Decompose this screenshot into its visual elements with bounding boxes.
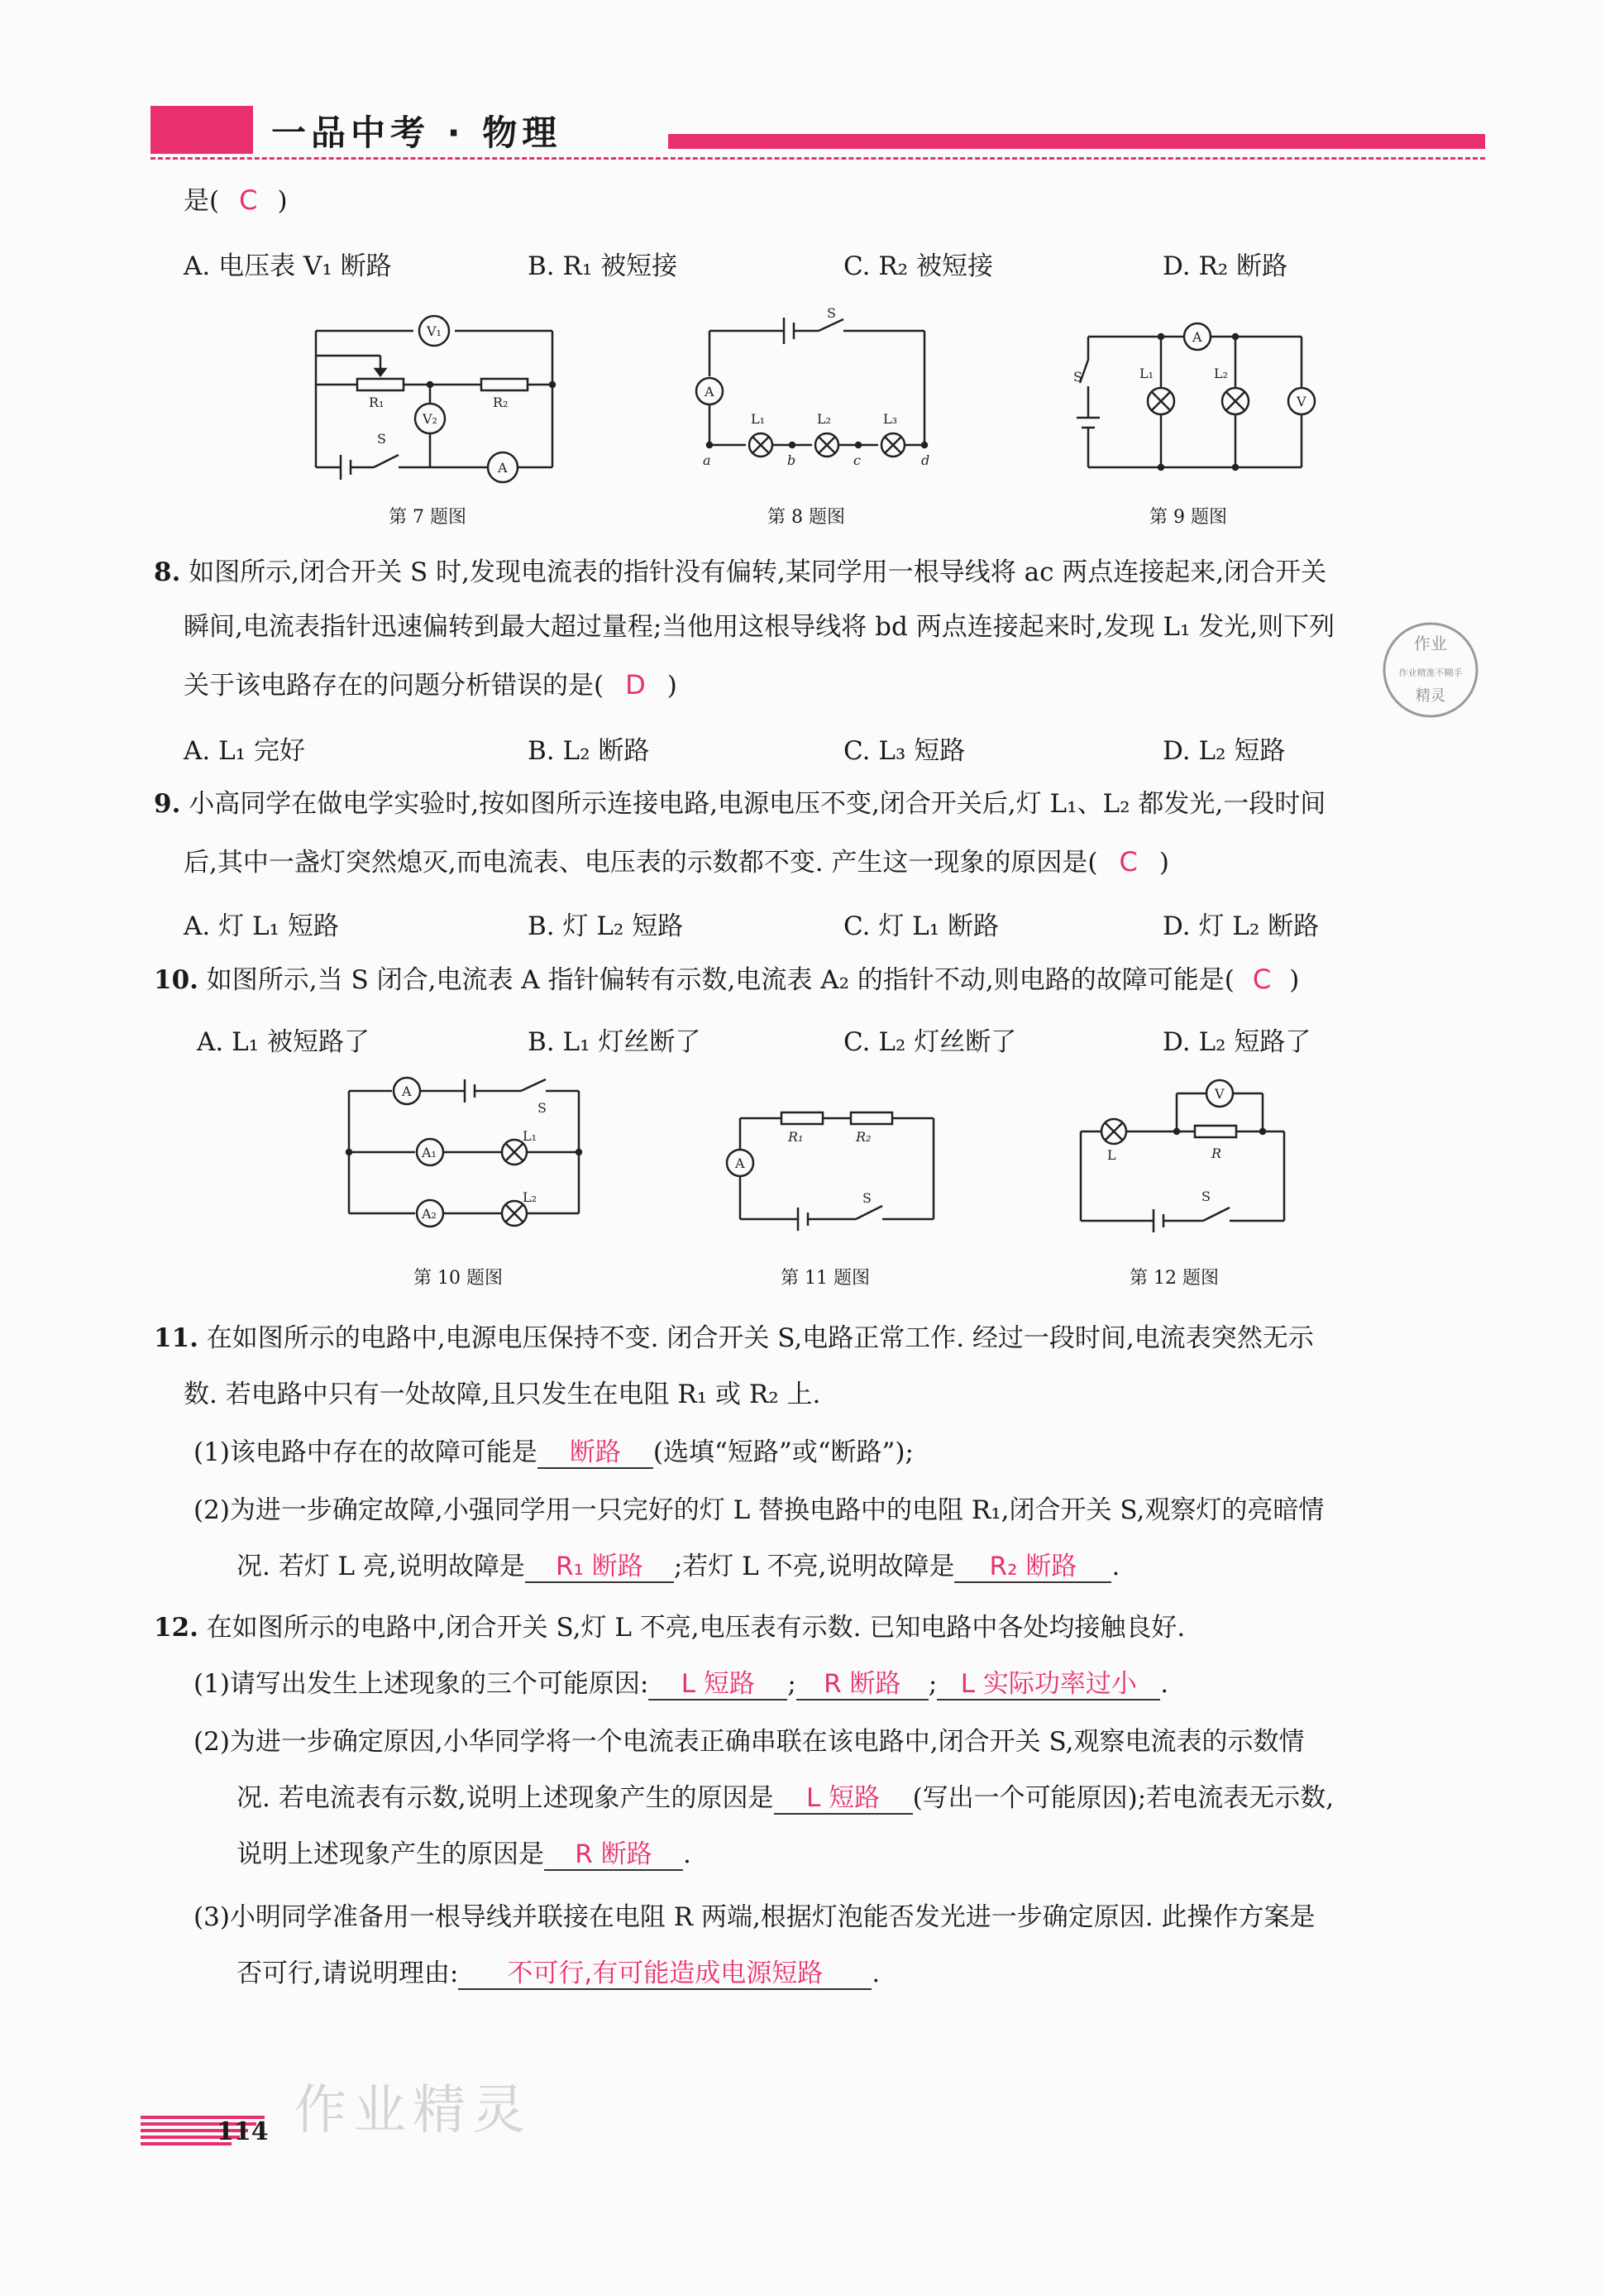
q9-option-b: B. 灯 L₂ 短路 <box>528 911 684 941</box>
q12-part-3-line-1: (3)小明同学准备用一根导线并联接在电阻 R 两端,根据灯泡能否发光进一步确定原因. 此操作方案是 <box>193 1902 1316 1932</box>
q11-part-2-line-2: 况. 若灯 L 亮,说明故障是 R₁ 断路 ;若灯 L 不亮,说明故障是 R₂ 断路 . <box>236 1552 1120 1581</box>
q12-part-2-line-1: (2)为进一步确定原因,小华同学将一个电流表正确串联在该电路中,闭合开关 S,观察电流表的示数情 <box>193 1727 1305 1757</box>
stamp-logo <box>1381 616 1480 724</box>
q12-part-1: (1)请写出发生上述现象的三个可能原因: L 短路 ; R 断路 ; L 实际功率过小 . <box>193 1669 1169 1699</box>
q7-option-c: C. R₂ 被短接 <box>843 251 993 281</box>
q12-answer-1: L 短路 <box>648 1669 787 1700</box>
q8-option-b: B. L₂ 断路 <box>528 736 650 766</box>
svg-text:L₃: L₃ <box>883 411 898 427</box>
q12-answer-6: 不可行,有可能造成电源短路 <box>458 1959 872 1990</box>
svg-text:V₁: V₁ <box>427 323 442 339</box>
svg-text:L₁: L₁ <box>1139 366 1154 381</box>
svg-text:A: A <box>498 460 508 476</box>
svg-text:精灵: 精灵 <box>1416 687 1445 705</box>
q10-line-1: 10. 如图所示,当 S 闭合,电流表 A 指针偏转有示数,电流表 A₂ 的指针不动,则电路的故障可能是( C ) <box>154 964 1300 995</box>
figure-7-circuit <box>306 306 562 480</box>
svg-text:S: S <box>537 1100 547 1116</box>
q9-option-d: D. 灯 L₂ 断路 <box>1163 911 1320 941</box>
svg-text:作业精准不糊手: 作业精准不糊手 <box>1398 667 1463 678</box>
svg-text:S: S <box>1201 1189 1211 1204</box>
q12-part-3-line-2: 否可行,请说明理由: 不可行,有可能造成电源短路 . <box>236 1959 881 1988</box>
q12-part-2-line-3: 说明上述现象产生的原因是 R 断路 . <box>236 1839 691 1869</box>
svg-text:L₁: L₁ <box>523 1128 537 1144</box>
q9-line-1: 9. 小高同学在做电学实验时,按如图所示连接电路,电源电压不变,闭合开关后,灯 L₁、L₂ 都发光,一段时间 <box>154 789 1326 819</box>
q9-answer: C <box>1119 846 1138 878</box>
svg-text:a: a <box>703 452 711 468</box>
svg-text:L₁: L₁ <box>751 411 766 427</box>
figure-11-caption: 第 11 题图 <box>781 1268 870 1289</box>
svg-text:V: V <box>1215 1086 1225 1102</box>
svg-text:A: A <box>735 1155 745 1171</box>
figure-10-caption: 第 10 题图 <box>413 1268 503 1289</box>
q10-option-d: D. L₂ 短路了 <box>1163 1027 1311 1057</box>
figure-9-caption: 第 9 题图 <box>1149 507 1227 528</box>
svg-text:A: A <box>402 1083 412 1099</box>
q11-part-2-line-1: (2)为进一步确定故障,小强同学用一只完好的灯 L 替换电路中的电阻 R₁,闭合开关 S,观察灯的亮暗情 <box>193 1495 1325 1525</box>
figure-7-caption: 第 7 题图 <box>389 507 466 528</box>
q12-part-2-line-2: 况. 若电流表有示数,说明上述现象产生的原因是 L 短路 (写出一个可能原因);若电流表无示数, <box>236 1783 1335 1813</box>
q8-option-a: A. L₁ 完好 <box>184 736 305 766</box>
svg-text:A: A <box>1192 329 1202 345</box>
header-bar <box>668 134 1485 149</box>
svg-text:A₁: A₁ <box>422 1145 437 1160</box>
book-title: 一品中考 · 物理 <box>271 112 562 153</box>
svg-text:R₂: R₂ <box>856 1129 872 1145</box>
header-divider <box>150 157 1485 160</box>
figure-12-caption: 第 12 题图 <box>1130 1268 1219 1289</box>
q12-answer-2: R 断路 <box>796 1669 929 1700</box>
q11-answer-1: 断路 <box>537 1437 653 1469</box>
q8-line-2: 瞬间,电流表指针迅速偏转到最大超过量程;当他用这根导线将 bd 两点连接起来时,发现 L₁ 发光,则下列 <box>184 612 1335 642</box>
figure-11-circuit <box>724 1100 947 1232</box>
svg-text:L: L <box>1107 1147 1116 1163</box>
svg-text:S: S <box>862 1190 872 1206</box>
svg-text:c: c <box>853 452 861 468</box>
q8-line-3: 关于该电路存在的问题分析错误的是( D ) <box>184 669 677 701</box>
figure-8-caption: 第 8 题图 <box>767 507 845 528</box>
svg-text:R₁: R₁ <box>369 395 385 410</box>
q9-option-c: C. 灯 L₁ 断路 <box>843 911 1000 941</box>
q11-answer-3: R₂ 断路 <box>954 1552 1111 1583</box>
svg-text:S: S <box>377 431 386 447</box>
q8-option-d: D. L₂ 短路 <box>1163 736 1286 766</box>
q12-answer-4: L 短路 <box>774 1783 913 1815</box>
svg-text:L₂: L₂ <box>523 1189 537 1205</box>
svg-text:V: V <box>1297 394 1306 409</box>
svg-text:A: A <box>705 384 714 399</box>
q10-option-c: C. L₂ 灯丝断了 <box>843 1027 1017 1057</box>
figure-12-circuit <box>1071 1075 1311 1232</box>
q9-line-2: 后,其中一盏灯突然熄灭,而电流表、电压表的示数都不变. 产生这一现象的原因是( C ) <box>184 846 1169 878</box>
svg-text:b: b <box>787 452 796 468</box>
q11-part-1: (1)该电路中存在的故障可能是 断路 (选填“短路”或“断路”); <box>193 1437 914 1467</box>
svg-text:V₂: V₂ <box>423 411 437 427</box>
q8-option-c: C. L₃ 短路 <box>843 736 966 766</box>
q7-tail: 是( C ) <box>184 184 288 216</box>
svg-text:L₂: L₂ <box>1214 366 1229 381</box>
q11-line-1: 11. 在如图所示的电路中,电源电压保持不变. 闭合开关 S,电路正常工作. 经过一段时间,电流表突然无示 <box>154 1323 1314 1353</box>
page-number: 114 <box>217 2117 269 2146</box>
svg-text:A₂: A₂ <box>422 1206 437 1222</box>
svg-text:S: S <box>827 305 836 321</box>
header-color-block <box>150 106 253 154</box>
q7-option-d: D. R₂ 断路 <box>1163 251 1288 281</box>
svg-text:作业: 作业 <box>1414 634 1447 653</box>
q7-answer: C <box>239 184 258 216</box>
watermark: 作业精灵 <box>294 2080 532 2141</box>
q7-option-b: B. R₁ 被短接 <box>528 251 678 281</box>
svg-text:S: S <box>1073 369 1082 385</box>
svg-text:R: R <box>1211 1146 1222 1161</box>
q9-option-a: A. 灯 L₁ 短路 <box>184 911 339 941</box>
q11-answer-2: R₁ 断路 <box>525 1552 674 1583</box>
q7-option-a: A. 电压表 V₁ 断路 <box>184 251 392 281</box>
svg-text:R₂: R₂ <box>493 395 509 410</box>
q11-line-2: 数. 若电路中只有一处故障,且只发生在电阻 R₁ 或 R₂ 上. <box>184 1380 821 1409</box>
figure-10-circuit <box>339 1071 587 1228</box>
q12-answer-5: R 断路 <box>544 1839 683 1871</box>
figure-9-circuit <box>1075 318 1323 476</box>
q12-answer-3: L 实际功率过小 <box>937 1669 1160 1700</box>
q12-line-1: 12. 在如图所示的电路中,闭合开关 S,灯 L 不亮,电压表有示数. 已知电路中各处均接触良好. <box>154 1613 1186 1643</box>
q8-line-1: 8. 如图所示,闭合开关 S 时,发现电流表的指针没有偏转,某同学用一根导线将 ac 两点连接起来,闭合开关 <box>154 557 1327 587</box>
svg-text:R₁: R₁ <box>788 1129 804 1145</box>
q10-answer: C <box>1252 964 1272 995</box>
svg-text:d: d <box>921 452 930 468</box>
svg-text:L₂: L₂ <box>817 411 832 427</box>
q8-answer: D <box>625 669 646 701</box>
q10-option-a: A. L₁ 被短路了 <box>197 1027 370 1057</box>
q10-option-b: B. L₁ 灯丝断了 <box>528 1027 701 1057</box>
figure-8-circuit <box>695 306 934 480</box>
